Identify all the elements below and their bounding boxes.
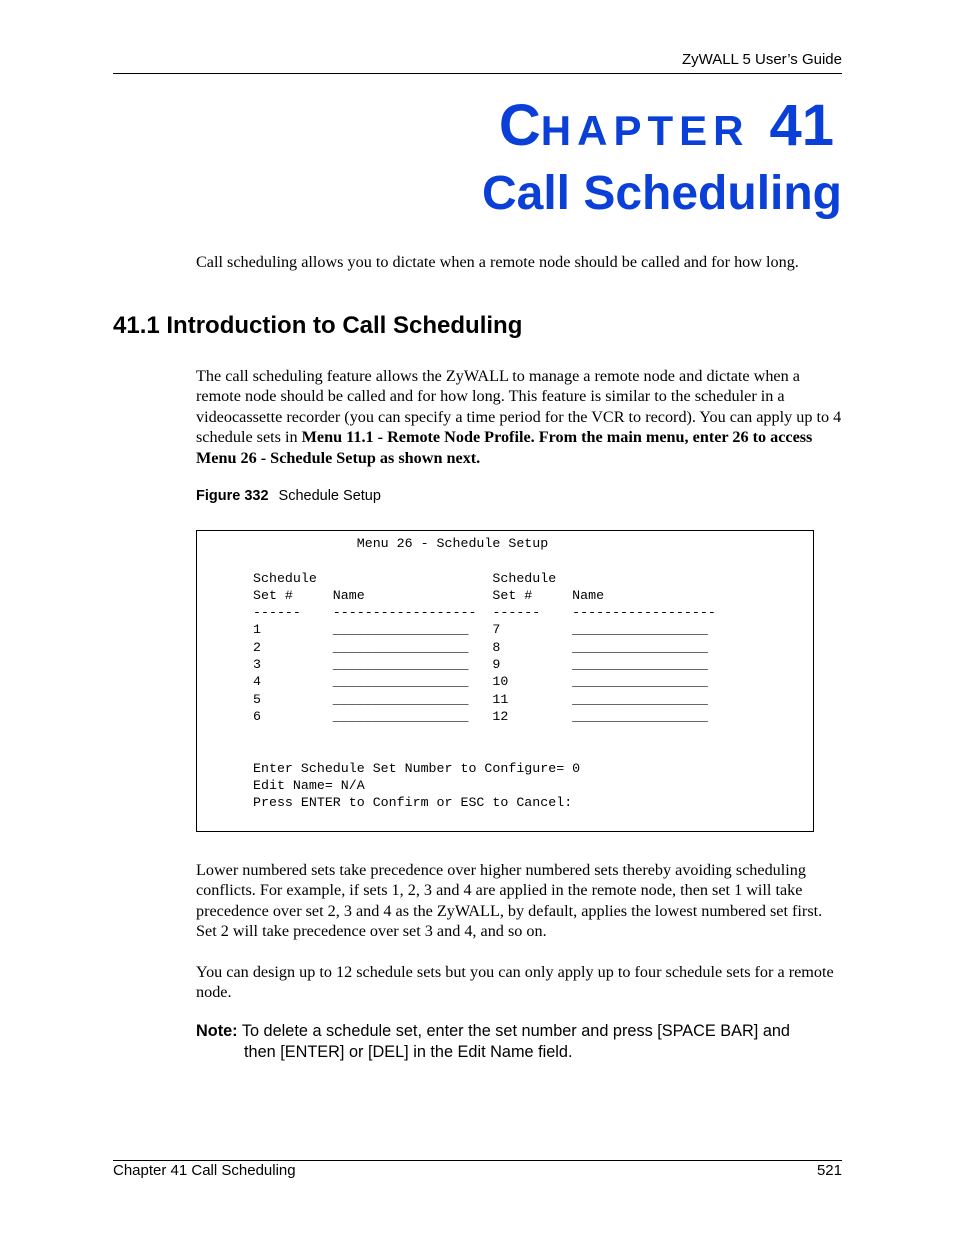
header-divider <box>113 73 842 74</box>
figure-caption-text: Schedule Setup <box>278 488 381 504</box>
figure-label: Figure 332 <box>196 488 269 504</box>
chapter-label-initial: C <box>498 93 541 158</box>
body-paragraph-1 <box>196 366 844 468</box>
header-guide-title: ZyWALL 5 User’s Guide <box>681 51 842 68</box>
footer-chapter-title: Chapter 41 Call Scheduling <box>113 1162 296 1179</box>
chapter-number: 41 <box>769 93 834 158</box>
chapter-label <box>498 93 834 158</box>
footer-divider <box>113 1160 842 1161</box>
chapter-label-rest: HAPTER <box>540 107 750 154</box>
note-text-line-2: then [ENTER] or [DEL] in the Edit Name field. <box>244 1043 573 1061</box>
chapter-title: Call Scheduling <box>481 167 842 220</box>
body-paragraph-3: You can design up to 12 schedule sets but you can only apply up to four schedule sets for a remote node. <box>196 963 834 1002</box>
footer-page-number: 521 <box>816 1162 842 1179</box>
note-label: Note: <box>196 1022 238 1040</box>
intro-paragraph: Call scheduling allows you to dictate when a remote node should be called and for how long. <box>196 253 799 271</box>
note-block <box>196 1021 844 1063</box>
body-paragraph-1-text: The call scheduling feature allows the ZyWALL to manage a remote node and dictate when a remote node should be called and for how long. This feature is similar to the scheduler in a videocassette recorder (you can specify a time period for the VCR to record). You can apply up to 4 schedule sets in <box>196 367 842 447</box>
figure-caption <box>196 488 381 504</box>
note-text-line-1: To delete a schedule set, enter the set number and press [SPACE BAR] and <box>241 1022 790 1040</box>
terminal-screen-text: Menu 26 - Schedule Setup Schedule Schedule Set # Name Set # Name ------ ------------------ ------ ------------------ 1 _________________ 7 _________________ 2 _________________ 8 _________________ 3 _________________ 9 _________________ 4 _________________ 10 _________________ 5 _________________ 11 _________________ 6 _________________ 12 _________________ Enter Schedule Set Number to Configure= 0 Edit Name= N/A Press ENTER to Confirm or ESC to Cancel: <box>253 536 716 811</box>
body-paragraph-2: Lower numbered sets take precedence over higher numbered sets thereby avoiding scheduling conflicts. For example, if sets 1, 2, 3 and 4 are applied in the remote node, then set 1 will take precedence over set 2, 3 and 4 as the ZyWALL, by default, applies the lowest numbered set first. Set 2 will take precedence over set 3 and 4, and so on. <box>196 861 823 941</box>
section-heading: 41.1 Introduction to Call Scheduling <box>113 312 523 339</box>
terminal-screen <box>196 530 814 832</box>
body-paragraph-1-bold: Menu 11.1 - Remote Node Profile. From the main menu, enter 26 to access Menu 26 - Schedule Setup as shown next. <box>196 428 813 467</box>
